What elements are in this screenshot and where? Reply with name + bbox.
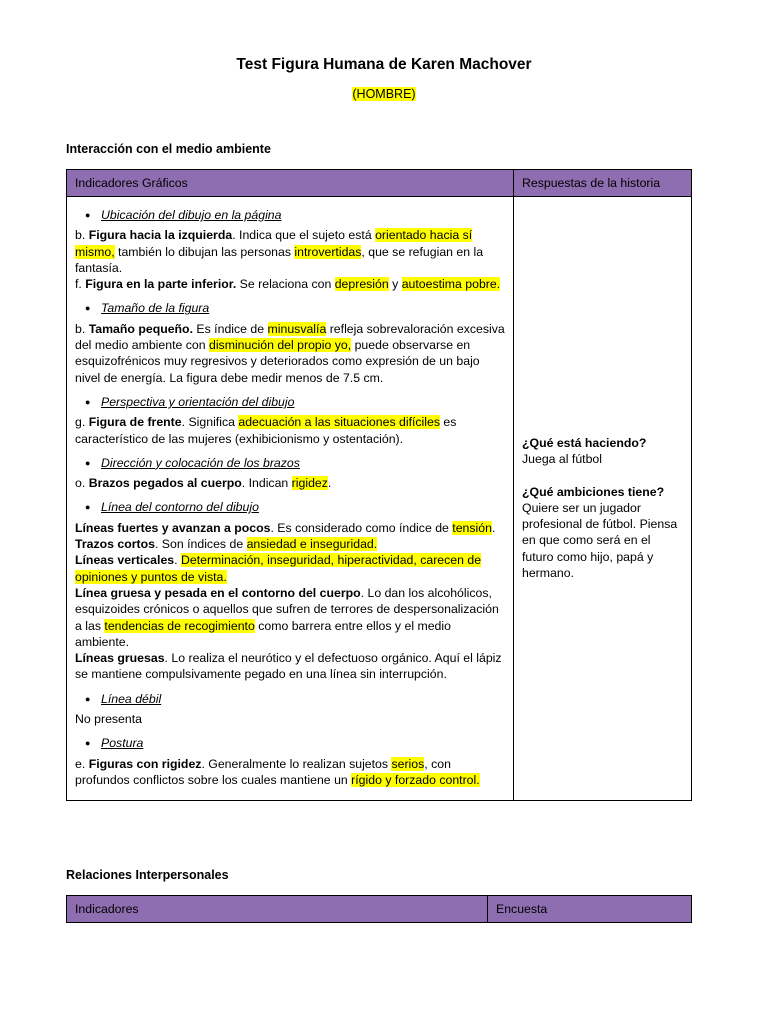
highlighted-text: minusvalía	[267, 321, 327, 336]
text-run: f.	[75, 277, 86, 292]
bold-text: Figura de frente	[88, 415, 182, 430]
text-run: .	[491, 520, 496, 535]
section-heading-interaction: Interacción con el medio ambiente	[66, 142, 271, 156]
category-label: Ubicación del dibujo en la página	[101, 208, 282, 222]
table-header-row	[67, 170, 692, 197]
table-header-row	[67, 896, 692, 923]
text-run: No presenta	[75, 712, 142, 727]
bold-text: Figura hacia la izquierda	[88, 228, 233, 243]
highlighted-text: Determinación, inseguridad, hiperactividad, carecen de opiniones y puntos de vista.	[75, 553, 482, 584]
highlighted-text: orientado hacia sí mismo,	[75, 228, 473, 259]
indicator-entry	[75, 321, 505, 386]
text-run: también lo dibujan las personas	[114, 244, 295, 259]
bold-text: Líneas gruesas	[75, 651, 165, 666]
highlighted-text: tendencias de recogimiento	[104, 618, 255, 633]
text-run: .	[174, 553, 181, 568]
indicator-paragraph	[75, 536, 505, 552]
text-run: . Indican	[241, 476, 292, 491]
category-label: Postura	[101, 736, 144, 751]
indicator-paragraph	[75, 552, 505, 585]
indicator-category	[75, 499, 505, 515]
bold-text: Líneas verticales	[75, 553, 175, 568]
indicator-paragraph	[75, 585, 505, 650]
text-run: refleja sobrevaloración excesiva del medio ambiente con	[75, 321, 505, 353]
highlighted-text: serios	[391, 756, 425, 771]
indicator-paragraph	[75, 650, 505, 683]
text-run: y	[388, 277, 402, 292]
indicator-paragraph	[75, 475, 505, 491]
category-label: Línea débil	[101, 691, 162, 706]
bullet-icon: ●	[85, 738, 91, 749]
bold-text: Líneas fuertes y avanzan a pocos	[75, 520, 271, 535]
indicator-category	[75, 300, 505, 316]
bold-text: Brazos pegados al cuerpo	[88, 476, 242, 491]
question-ambitions: ¿Qué ambiciones tiene?	[522, 484, 665, 499]
indicator-entry	[75, 756, 505, 789]
text-run: .	[327, 476, 332, 491]
text-run: . Es considerado como índice de	[270, 520, 453, 535]
table-row	[67, 197, 692, 801]
bold-text: Figura en la parte inferior.	[85, 277, 237, 292]
text-run: Es índice de	[193, 321, 268, 336]
bullet-icon: ●	[85, 457, 91, 468]
indicator-paragraph	[75, 227, 505, 276]
indicator-paragraph	[75, 414, 505, 447]
bold-text: Tamaño pequeño.	[88, 321, 193, 336]
indicator-entry	[75, 414, 505, 447]
bullet-icon: ●	[85, 693, 91, 704]
indicator-category	[75, 455, 505, 471]
bold-text: Línea gruesa y pesada en el contorno del cuerpo	[75, 585, 361, 600]
document-title: Test Figura Humana de Karen Machover	[236, 56, 532, 73]
highlighted-text: adecuación a las situaciones difíciles	[238, 415, 441, 430]
bold-text: Trazos cortos	[75, 537, 155, 552]
text-run: b.	[75, 228, 89, 243]
highlighted-text: disminución del propio yo,	[208, 338, 352, 353]
category-label: Dirección y colocación de los brazos	[101, 455, 300, 470]
question-what-doing: ¿Qué está haciendo?	[522, 436, 647, 450]
text-run: . Lo realiza el neurótico y el defectuoso orgánico. Aquí el lápiz se mantiene compulsivamente pegado en una línea sin interrupción.	[75, 651, 502, 682]
responses-cell	[514, 197, 692, 801]
indicator-entry	[75, 520, 505, 683]
section-heading-interpersonal: Relaciones Interpersonales	[66, 868, 229, 882]
text-run: o.	[75, 476, 89, 491]
bullet-icon: ●	[85, 396, 91, 407]
highlighted-text: tensión	[452, 520, 492, 535]
text-run: , con profundos conflictos sobre los cuales mantiene un	[75, 756, 451, 787]
indicator-category	[75, 735, 505, 751]
text-run: como barrera entre ellos y el medio ambiente.	[75, 618, 451, 649]
column-header-responses: Respuestas de la historia	[514, 170, 692, 197]
indicator-entry	[75, 227, 505, 292]
text-run: . Son índices de	[154, 537, 247, 552]
indicator-category	[75, 394, 505, 410]
indicators-cell	[67, 197, 514, 801]
highlighted-text: autoestima pobre.	[401, 277, 501, 292]
indicator-category	[75, 207, 505, 223]
text-run: b.	[75, 321, 89, 336]
highlighted-text: ansiedad e inseguridad.	[246, 537, 378, 552]
category-label: Perspectiva y orientación del dibujo	[101, 394, 295, 409]
text-run: . Generalmente lo realizan sujetos	[201, 756, 392, 771]
answer-what-doing: Juega al fútbol	[522, 452, 602, 467]
highlighted-text: introvertidas	[294, 244, 362, 259]
text-run: g.	[75, 415, 89, 430]
category-label: Tamaño de la figura	[101, 301, 210, 316]
indicator-paragraph	[75, 711, 505, 727]
text-run: . Lo dan los alcohólicos, esquizoides crónicos o aquellos que sufren de terrores de despersonalización a las	[75, 585, 499, 633]
column-header-indicators: Indicadores Gráficos	[67, 170, 514, 197]
text-run: . Indica que el sujeto está	[232, 228, 376, 243]
indicator-entry	[75, 711, 505, 727]
highlighted-text: rigidez	[291, 476, 328, 491]
bullet-icon: ●	[85, 502, 91, 513]
indicator-category	[75, 691, 505, 707]
indicator-paragraph	[75, 276, 505, 292]
interpersonal-table	[66, 895, 692, 923]
highlighted-text: depresión	[334, 277, 389, 292]
column-header-indicators-2: Indicadores	[67, 896, 488, 923]
bullet-icon: ●	[85, 210, 91, 220]
document-subtitle	[0, 87, 768, 101]
column-header-survey: Encuesta	[488, 896, 692, 923]
highlighted-text: rígido y forzado control.	[351, 772, 480, 787]
text-run: es característico de las mujeres (exhibicionismo y ostentación).	[75, 415, 457, 446]
interaction-table	[66, 169, 692, 801]
text-run: , que se refugian en la fantasía.	[75, 244, 484, 275]
subtitle-highlight: (HOMBRE)	[352, 87, 416, 101]
indicator-entry	[75, 475, 505, 491]
indicator-paragraph	[75, 756, 505, 789]
text-run: e.	[75, 756, 89, 771]
story-answers	[522, 435, 683, 581]
text-run: Se relaciona con	[236, 277, 335, 292]
answer-ambitions: Quiere ser un jugador profesional de fútbol. Piensa en que como será en el futuro como hijo, papá y hermano.	[522, 500, 678, 581]
text-run: puede observarse en esquizofrénicos muy regresivos y deteriorados como expresión de un bajo nivel de energía. La figura debe medir menos de 7.5 cm.	[75, 338, 480, 385]
bullet-icon: ●	[85, 303, 91, 314]
bold-text: Figuras con rigidez	[88, 756, 202, 771]
indicator-paragraph	[75, 321, 505, 386]
text-run: . Significa	[181, 415, 239, 430]
category-label: Línea del contorno del dibujo	[101, 500, 259, 515]
indicator-paragraph	[75, 520, 505, 536]
